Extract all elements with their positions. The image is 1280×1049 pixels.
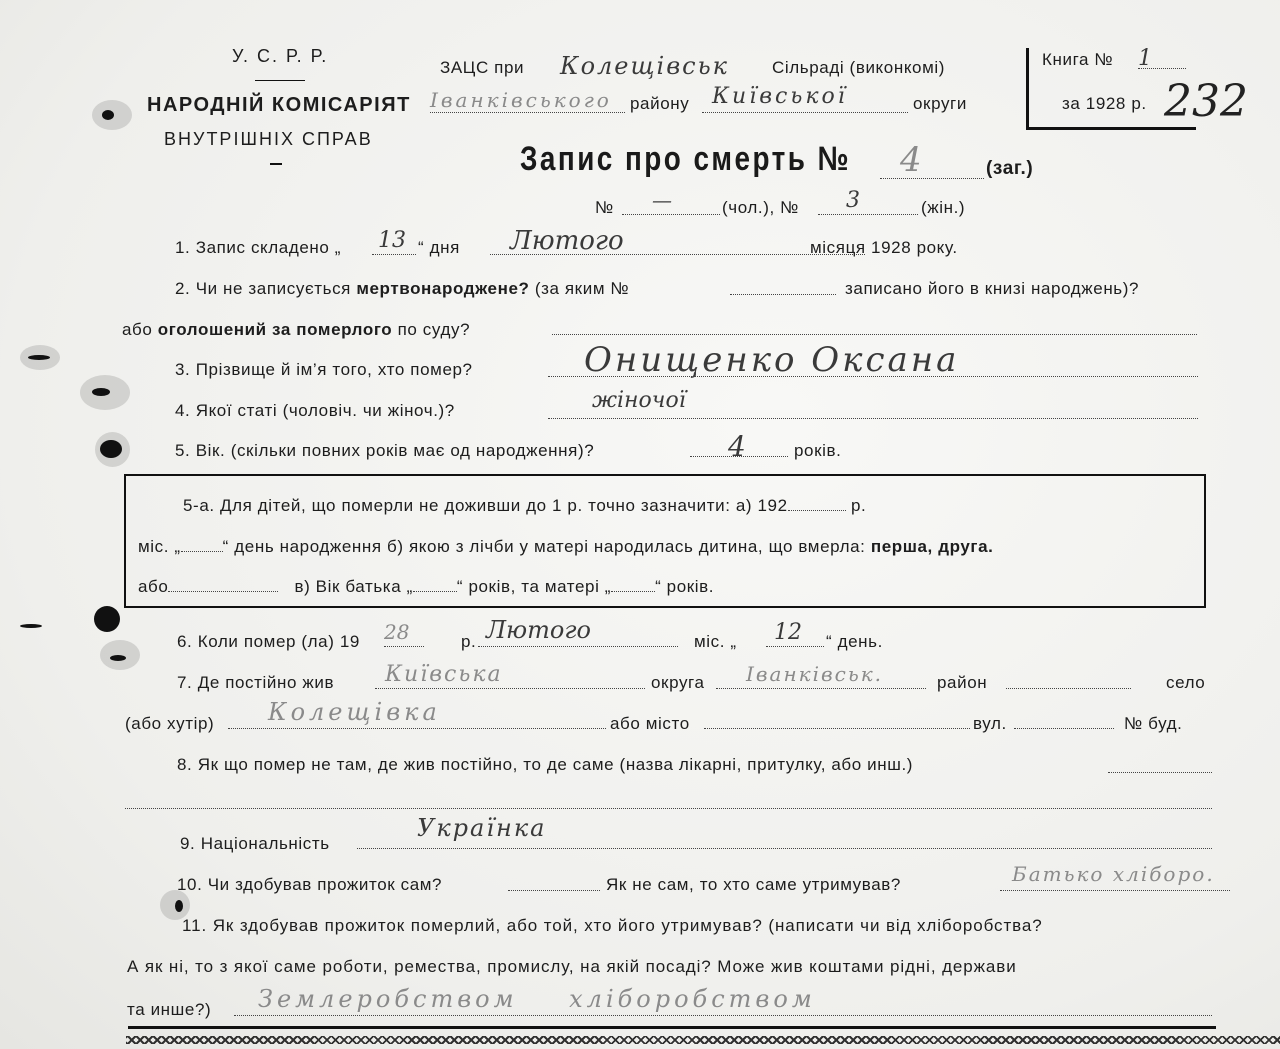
field-11-line1: 11. Як здобував прожиток померлий, або той, хто його утримував? (написати чи від хліборобства? bbox=[182, 916, 1043, 935]
field-7b-label: (або хутір) bbox=[125, 714, 215, 733]
field-2-label-b: (за яким № bbox=[534, 279, 630, 298]
field-10-label: 10. Чи здобував прожиток сам? bbox=[177, 875, 443, 894]
binding-hole bbox=[100, 440, 122, 458]
field-1-day-handwritten: 13 bbox=[378, 228, 406, 253]
field-5-age-input[interactable] bbox=[690, 430, 788, 463]
field-6-day-handwritten: 12 bbox=[774, 620, 802, 645]
binding-hole bbox=[175, 900, 183, 912]
field-11-line2: А як ні, то з якої саме роботи, ремества, промислу, на якій посаді? Може жив коштами рідні, держави bbox=[127, 957, 1017, 976]
field-1-month-input[interactable] bbox=[490, 226, 865, 255]
commissariat-title: НАРОДНІЙ КОМІСАРІЯТ bbox=[147, 94, 411, 116]
field-5a-birth-day-input[interactable] bbox=[181, 549, 223, 552]
field-10-self-input[interactable] bbox=[508, 880, 600, 891]
field-7-rayon-handwritten: Іванківськ. bbox=[746, 662, 884, 686]
field-5a-line2-bold: перша, друга. bbox=[870, 537, 994, 556]
field-7-rayon-label: район bbox=[937, 673, 988, 692]
field-7b-hamlet-handwritten: Колещівка bbox=[268, 698, 441, 726]
field-6-month-input[interactable] bbox=[478, 616, 678, 647]
okruha-label: округи bbox=[913, 94, 967, 113]
field-2b-label bbox=[122, 320, 470, 340]
field-5-age-handwritten: 4 bbox=[728, 430, 746, 463]
book-box-bottom-border bbox=[1028, 127, 1196, 130]
field-6-mis: міс. „ bbox=[694, 632, 737, 651]
field-2-label-a: 2. Чи не записується bbox=[175, 279, 351, 298]
village-field[interactable] bbox=[560, 52, 770, 80]
field-1-label: 1. Запис складено „ bbox=[175, 238, 342, 257]
page-number-handwritten: 232 bbox=[1164, 76, 1248, 127]
field-4-sex-handwritten: жіночої bbox=[592, 388, 686, 413]
field-4-label: 4. Якої статі (чоловіч. чи жіноч.)? bbox=[175, 401, 455, 420]
field-10-supporter-handwritten: Батько хліборо. bbox=[1012, 862, 1215, 886]
field-3-name-handwritten: Онищенко Оксана bbox=[584, 340, 960, 380]
field-5a-year-input[interactable] bbox=[788, 508, 846, 511]
binding-hole bbox=[110, 655, 126, 661]
field-11-occupation-handwritten: Землеробством хліборобством bbox=[258, 985, 816, 1013]
field-7b-street-input[interactable] bbox=[1014, 718, 1114, 729]
field-7-rayon-input[interactable] bbox=[716, 662, 926, 689]
field-7b-city-input[interactable] bbox=[704, 718, 970, 729]
field-7b-misto-label: або місто bbox=[610, 714, 690, 733]
field-7-okruha-handwritten: Київська bbox=[385, 662, 503, 687]
male-number-prefix: № bbox=[595, 198, 614, 217]
field-2-label-bold: мертвонароджене? bbox=[356, 279, 530, 298]
divider bbox=[255, 80, 305, 81]
binding-hole bbox=[102, 110, 114, 120]
field-9-label: 9. Національність bbox=[180, 834, 330, 853]
department-title: ВНУТРІШНІХ СПРАВ bbox=[164, 129, 373, 149]
binding-hole bbox=[92, 388, 110, 396]
field-6-month-handwritten: Лютого bbox=[486, 616, 591, 644]
field-3-label: 3. Прізвище й ім’я того, хто помер? bbox=[175, 360, 473, 379]
field-7b-hamlet-input[interactable] bbox=[228, 698, 606, 729]
field-2-number-input[interactable] bbox=[730, 276, 836, 295]
field-5a-line2 bbox=[138, 537, 993, 557]
record-number-handwritten: 4 bbox=[900, 140, 922, 180]
field-7-label: 7. Де постійно жив bbox=[177, 673, 335, 692]
field-6-suffix: “ день. bbox=[826, 632, 883, 651]
book-box-left-border bbox=[1026, 48, 1029, 130]
field-1-mid: “ дня bbox=[418, 238, 460, 257]
field-5a-line2-b: “ день народження б) якою з лічби у матері народилась дитина, що вмерла: bbox=[222, 537, 866, 556]
republic-label: У. С. Р. Р. bbox=[232, 46, 329, 66]
village-handwritten: Колещівськ bbox=[560, 52, 730, 80]
field-7-okruha-input[interactable] bbox=[375, 662, 645, 689]
year-label: за 1928 р. bbox=[1062, 94, 1147, 113]
field-2b-label-a: або bbox=[122, 320, 153, 339]
field-2b-label-b: по суду? bbox=[397, 320, 471, 339]
male-number-suffix: (чол.), № bbox=[722, 198, 799, 217]
field-5a-father-age-input[interactable] bbox=[413, 589, 457, 592]
female-number-field[interactable] bbox=[818, 188, 918, 215]
field-2b-input[interactable] bbox=[552, 318, 1197, 335]
okruha-field[interactable] bbox=[702, 84, 908, 113]
field-5-suffix: років. bbox=[794, 441, 842, 460]
field-5a-line3-a: або bbox=[138, 577, 169, 596]
field-7b-bud-label: № буд. bbox=[1124, 714, 1183, 733]
field-8-input-line2[interactable] bbox=[125, 796, 1212, 809]
field-6-year-handwritten: 28 bbox=[384, 620, 410, 644]
field-8-input-line1[interactable] bbox=[1108, 760, 1212, 773]
field-11-occupation-input[interactable] bbox=[234, 985, 1212, 1016]
male-number-field[interactable] bbox=[622, 188, 720, 215]
divider bbox=[270, 163, 282, 165]
male-number-handwritten: — bbox=[652, 188, 672, 212]
field-7-selo-label: село bbox=[1166, 673, 1206, 692]
record-number-suffix: (заг.) bbox=[986, 158, 1034, 179]
field-5a-line1-text: 5-а. Для дітей, що померли не доживши до 1 р. точно зазначити: а) 192 bbox=[183, 496, 788, 515]
field-8-label: 8. Як що помер не там, де жив постійно, то де саме (назва лікарні, притулку, або инш.) bbox=[177, 755, 914, 774]
field-6-label: 6. Коли помер (ла) 19 bbox=[177, 632, 360, 651]
field-6-year-input[interactable] bbox=[384, 620, 424, 647]
zags-prefix: ЗАЦС при bbox=[440, 58, 525, 77]
field-9-nationality-handwritten: Українка bbox=[417, 814, 547, 842]
field-5a-line3-c: “ років, та матері „ bbox=[456, 577, 612, 596]
record-number-field[interactable] bbox=[880, 140, 984, 179]
field-6-day-input[interactable] bbox=[766, 620, 824, 647]
field-7b-vul-label: вул. bbox=[973, 714, 1007, 733]
field-6-r: р. bbox=[461, 632, 477, 651]
field-1-month-handwritten: Лютого bbox=[510, 226, 624, 256]
field-5a-line3-d: “ років. bbox=[655, 577, 715, 596]
field-4-sex-input[interactable] bbox=[548, 388, 1198, 419]
district-label: району bbox=[630, 94, 690, 113]
field-11-line3-label: та инше?) bbox=[127, 1000, 212, 1019]
binding-hole bbox=[20, 624, 42, 628]
field-5a-line2-a: міс. „ bbox=[138, 537, 181, 556]
field-10-mid: Як не сам, то хто саме утримував? bbox=[606, 875, 901, 894]
field-5a-line3-b: в) Вік батька „ bbox=[294, 577, 413, 596]
village-suffix: Сільраді (виконкомі) bbox=[772, 58, 946, 77]
field-3-name-input[interactable] bbox=[548, 340, 1198, 380]
field-7-okruha-label: округа bbox=[651, 673, 705, 692]
book-number-field[interactable] bbox=[1138, 46, 1186, 69]
field-1-suffix: місяця 1928 року. bbox=[810, 238, 958, 257]
field-10-supporter-input[interactable] bbox=[1000, 862, 1230, 891]
female-number-suffix: (жін.) bbox=[921, 198, 966, 217]
bottom-decorative-border bbox=[126, 1036, 1280, 1044]
binding-hole bbox=[94, 606, 120, 632]
field-5a-line3 bbox=[138, 577, 714, 597]
book-label: Книга № bbox=[1042, 50, 1114, 69]
field-1-day-input[interactable] bbox=[372, 228, 416, 255]
field-7-selo-input[interactable] bbox=[1006, 678, 1131, 689]
okruha-handwritten: Київської bbox=[712, 84, 848, 109]
field-9-nationality-input[interactable] bbox=[357, 814, 1212, 849]
field-2-label bbox=[175, 279, 629, 299]
binding-hole bbox=[28, 355, 50, 360]
field-5-label: 5. Вік. (скільки повних років має од народження)? bbox=[175, 441, 595, 460]
field-5a-line1-end: р. bbox=[850, 496, 867, 515]
book-number-handwritten: 1 bbox=[1138, 46, 1152, 71]
field-5a-order-input[interactable] bbox=[168, 589, 278, 592]
female-number-handwritten: 3 bbox=[846, 188, 860, 213]
district-field[interactable] bbox=[430, 88, 625, 113]
field-2-label-c: записано його в книзі народжень)? bbox=[845, 279, 1140, 298]
bottom-rule bbox=[128, 1026, 1216, 1029]
field-5a-mother-age-input[interactable] bbox=[611, 589, 655, 592]
field-2b-label-bold: оголошений за померлого bbox=[157, 320, 393, 339]
field-5a-line1 bbox=[183, 496, 866, 516]
record-title: Запис про смерть № bbox=[520, 140, 852, 178]
district-handwritten: Іванківського bbox=[430, 88, 612, 112]
